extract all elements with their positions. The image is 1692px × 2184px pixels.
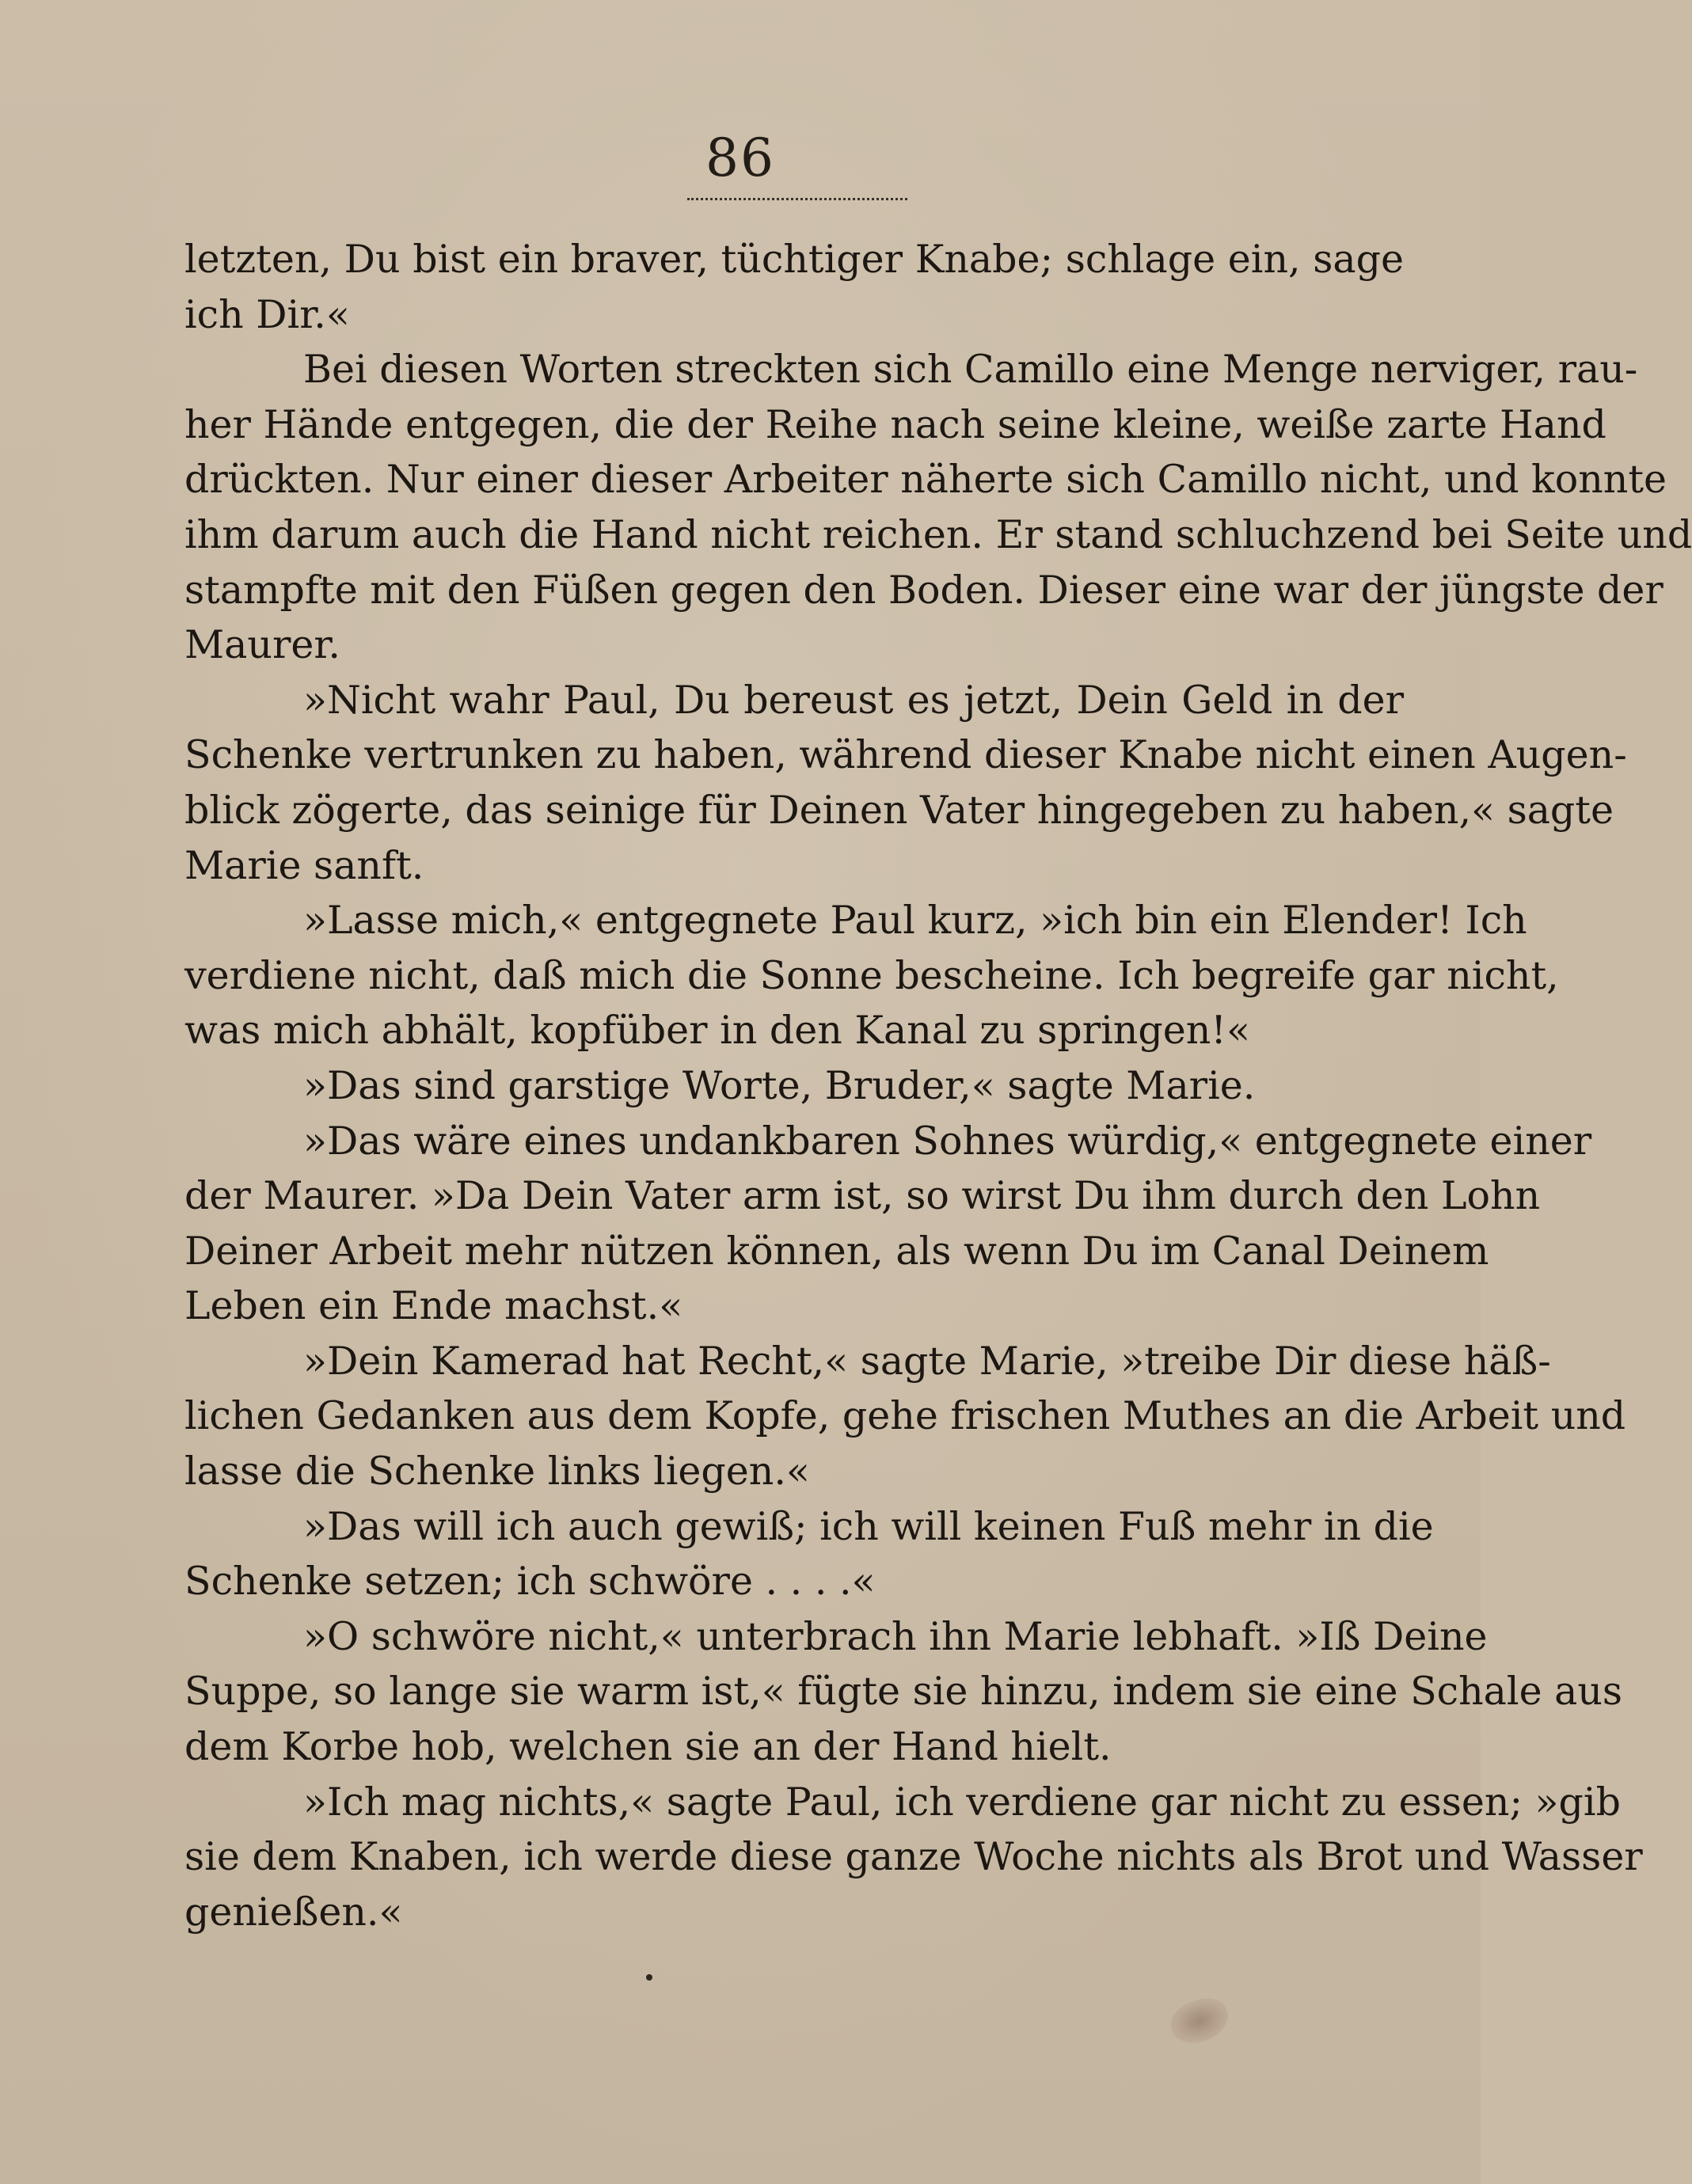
text-line: genießen.« xyxy=(184,1889,403,1935)
text-line: sie dem Knaben, ich werde diese ganze Woche nichts als Brot und Wasser xyxy=(184,1834,1643,1880)
text-line: »O schwöre nicht,« unterbrach ihn Marie lebhaft. »Iß Deine xyxy=(303,1613,1488,1659)
body-text xyxy=(184,232,1692,1939)
text-line: was mich abhält, kopfüber in den Kanal zu springen!« xyxy=(184,1008,1250,1054)
text-line: verdiene nicht, daß mich die Sonne bescheine. Ich begreife gar nicht, xyxy=(184,952,1559,998)
text-line: letzten, Du bist ein braver, tüchtiger Knabe; schlage ein, sage xyxy=(184,237,1404,282)
text-line: her Hände entgegen, die der Reihe nach seine kleine, weiße zarte Hand xyxy=(184,401,1606,447)
text-line: dem Korbe hob, welchen sie an der Hand hielt. xyxy=(184,1724,1112,1770)
text-line: »Das will ich auch gewiß; ich will keinen Fuß mehr in die xyxy=(303,1503,1434,1549)
text-line: »Nicht wahr Paul, Du bereust es jetzt, Dein Geld in der xyxy=(303,677,1404,723)
text-line: Leben ein Ende machst.« xyxy=(184,1283,683,1329)
text-line: lasse die Schenke links liegen.« xyxy=(184,1449,810,1495)
text-line: blick zögerte, das seinige für Deinen Vater hingegeben zu haben,« sagte xyxy=(184,787,1614,833)
text-line: drückten. Nur einer dieser Arbeiter näherte sich Camillo nicht, und konnte xyxy=(184,457,1667,503)
page-number: 86 xyxy=(705,127,775,188)
text-line: ihm darum auch die Hand nicht reichen. Er stand schluchzend bei Seite und xyxy=(184,511,1692,557)
text-line: »Das wäre eines undankbaren Sohnes würdig,« entgegnete einer xyxy=(303,1118,1592,1164)
text-line: stampfte mit den Füßen gegen den Boden. Dieser eine war der jüngste der xyxy=(184,567,1663,613)
ink-dot xyxy=(646,1974,652,1981)
text-line: ich Dir.« xyxy=(184,291,350,337)
header-rule xyxy=(687,198,907,200)
text-line: Bei diesen Worten streckten sich Camillo eine Menge nerviger, rau- xyxy=(303,347,1638,393)
text-line: »Lasse mich,« entgegnete Paul kurz, »ich bin ein Elender! Ich xyxy=(303,898,1527,944)
text-line: Suppe, so lange sie warm ist,« fügte sie hinzu, indem sie eine Schale aus xyxy=(184,1669,1623,1715)
text-line: Schenke vertrunken zu haben, während dieser Knabe nicht einen Augen- xyxy=(184,732,1627,778)
text-line: Maurer. xyxy=(184,622,340,668)
paper-stain xyxy=(1165,1992,1234,2049)
text-line: Schenke setzen; ich schwöre . . . .« xyxy=(184,1559,876,1605)
text-line: lichen Gedanken aus dem Kopfe, gehe frischen Muthes an die Arbeit und xyxy=(184,1393,1626,1439)
text-line: der Maurer. »Da Dein Vater arm ist, so wirst Du ihm durch den Lohn xyxy=(184,1173,1541,1219)
text-line: »Ich mag nichts,« sagte Paul, ich verdiene gar nicht zu essen; »gib xyxy=(303,1779,1621,1825)
text-line: Marie sanft. xyxy=(184,842,424,888)
text-line: »Das sind garstige Worte, Bruder,« sagte Marie. xyxy=(303,1062,1256,1108)
text-line: »Dein Kamerad hat Recht,« sagte Marie, »treibe Dir diese häß- xyxy=(303,1338,1551,1384)
text-line: Deiner Arbeit mehr nützen können, als wenn Du im Canal Deinem xyxy=(184,1228,1489,1274)
